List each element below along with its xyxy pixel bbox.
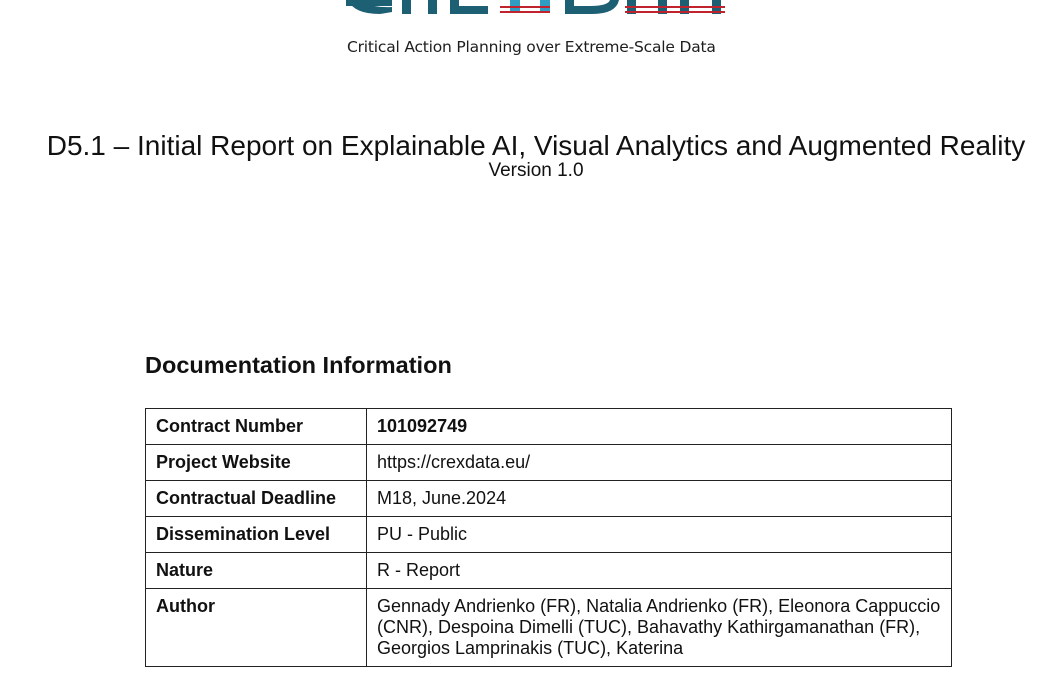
nature-value: R - Report	[367, 553, 952, 589]
contractual-deadline-label: Contractual Deadline	[146, 481, 367, 517]
nature-label: Nature	[146, 553, 367, 589]
table-row-author	[146, 589, 952, 667]
title-block	[0, 126, 1058, 181]
contract-number-label: Contract Number	[146, 409, 367, 445]
project-website-value: https://crexdata.eu/	[367, 445, 952, 481]
dissemination-level-value: PU - Public	[367, 517, 952, 553]
document-version: Version 1.0	[488, 160, 584, 181]
table-row-dissemination-level	[146, 517, 952, 553]
table-row-contractual-deadline	[146, 481, 952, 517]
dissemination-level-label: Dissemination Level	[146, 517, 367, 553]
author-label: Author	[146, 589, 367, 667]
project-website-label: Project Website	[146, 445, 367, 481]
document-title: D5.1 – Initial Report on Explainable AI, Visual Analytics and Augmented Reality	[46, 130, 1026, 161]
contractual-deadline-value: M18, June.2024	[367, 481, 952, 517]
crexdata-wordmark-logo	[340, 0, 730, 30]
contract-number-value: 101092749	[367, 409, 952, 445]
table-row-contract-number	[146, 409, 952, 445]
documentation-info-table	[145, 408, 952, 667]
table-row-nature	[146, 553, 952, 589]
section-heading: Documentation Information	[145, 352, 452, 378]
table-row-project-website	[146, 445, 952, 481]
logo-tagline: Critical Action Planning over Extreme-Scale Data	[347, 38, 716, 56]
author-value: Gennady Andrienko (FR), Natalia Andrienko (FR), Eleonora Cappuccio (CNR), Despoina Dimelli (TUC), Bahavathy Kathirgamanathan (FR), Georgios Lamprinakis (TUC), Katerina	[367, 589, 952, 667]
